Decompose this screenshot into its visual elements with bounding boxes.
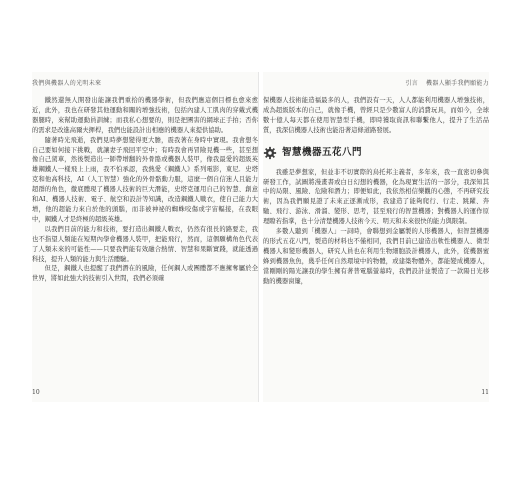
paragraph: 鐵然還無人開發出能讓我們重拾的機器學術，但我們應這個目標也愈來愈近，此外，我也在研發其他運動和關的增強技術，包括內建人工肌肉的穿戴式機器腿時，來幫助運動員訓練；而我私心想要的，則是把團害的網球正手拍；否你的需求是改進高爾夫揮桿，我們也能設計出相應的機器人來提供協助。 xyxy=(32,97,258,134)
section-heading xyxy=(263,146,489,160)
gear-icon xyxy=(263,146,277,160)
paragraph: 我雖是夢想家，但並非不切實際的烏托邦主義者，多年來，我一直密切參與研發工作，試圖將漫畫書或白日幻想的機器，化為現實生活的一部分，我深知其中的局限、風險、危險和潛力；即便如此，我依然相信樂觀的心態，不再研究技術，因為我們願見證了未來正逐漸成形，我建造了能夠爬行、行走、跳躍、奔馳、飛行、游泳、滑溜、變形、思考，甚至飛行的智慧機器；對機器人的運作原理瞭若指掌，也十分清楚機器人技術今天、明天和未來很快的能力與限制。 xyxy=(263,168,489,226)
page-number: 10 xyxy=(32,389,40,396)
section-title: 智慧機器五花八門 xyxy=(282,146,363,158)
body-text xyxy=(263,96,489,287)
chapter-label: 引言 xyxy=(405,80,418,87)
running-head xyxy=(405,78,489,87)
running-head: 我們與機器人的光明未來 xyxy=(32,80,102,87)
right-page xyxy=(263,72,489,402)
body-text xyxy=(32,96,258,284)
paragraph: 但是，鋼鐵人也提醒了我們潛在的風險，任何鋼人或團體都不應擁奪屬於全世界，將如此強大的技術引入世間，我們必須確 xyxy=(32,265,258,283)
paragraph: 保機器人技術能造福最多的人，我們設有一天，人人都能利用機器人增強技術，成為超級版本的自己，就像手機，曾經只是少數富人的消費玩具，而如今，全球數十億人每天都在使用智慧型手機，即時獲取資訊和聯繫他人，提升了生活品質，我深信機器人技術也能沿著這條道路發展。 xyxy=(263,97,489,134)
paragraph: 多數人聽到「機器人」一詞時，會聯想到金屬製的人形機器人，但智慧機器的形式五花八門，製造的材料也不僅相同，我們目前已建造出軟性機器人、微型機器人和變形機器人，研究人員也在利用生物細胞設計機器人，此外，從機器蜜蜂到機器魚魚，幾乎任何自然環境中的物體，或建築物體外，都能變成機器人，當剛剛的陽光讓我的學生擁有著普電腦螢幕時，我們設計並製造了一款陽日光移動的機器窗簾， xyxy=(263,228,489,285)
page-number: 11 xyxy=(481,389,489,396)
left-page xyxy=(32,72,258,402)
paragraph: 隨著時光飛逝，我們見時夢想變得更大膽，震我著在身時中實現。我會想冬自己要如何接下挑戰，就讓妻子飛回平空中；有時我會再冒險見機一些，甚至想像自己駕車，然後製造出一師帶增翻的外骨骼或機器人裝甲，像我最愛的超級英雄鋼鐵人一樣飛上上雨，我不怕承認，我熱愛《鋼鐵人》系列電影，東尼．史塔克和他高科技，AI（人工智慧）強化的外骨骼動力服，這麼一個自信迷人且能力超群的角色，徹底體現了機器人技術的巨大潛能，史塔克運用自己的智慧、創意和AI、機器人技術、電子、航空和設計等知識，改造鋼鐵人戰衣，使自己能力大增，他的超能力來自於他的頭腦，而非被神祕的蜘蛛咬傷或宇宙輻接，在我眼中，鋼鐵人才是終極的超級英雄。 xyxy=(32,136,258,223)
book-spine xyxy=(258,72,259,402)
running-head-title: 機器人顯手我們願能力 xyxy=(425,80,489,87)
paragraph: 以我們目前的能力和技術，要打造出鋼鐵人戰衣，仍然有很長的路要走，我也不指望人類能在短期內學會機器人裝甲，把能飛行，然而，這個願構角色代表了人類未來的可能性——只要我們能有效融合熱情、智慧和果斷實踐，就能透過科技，提升人類的能力與生活體驗。 xyxy=(32,225,258,263)
